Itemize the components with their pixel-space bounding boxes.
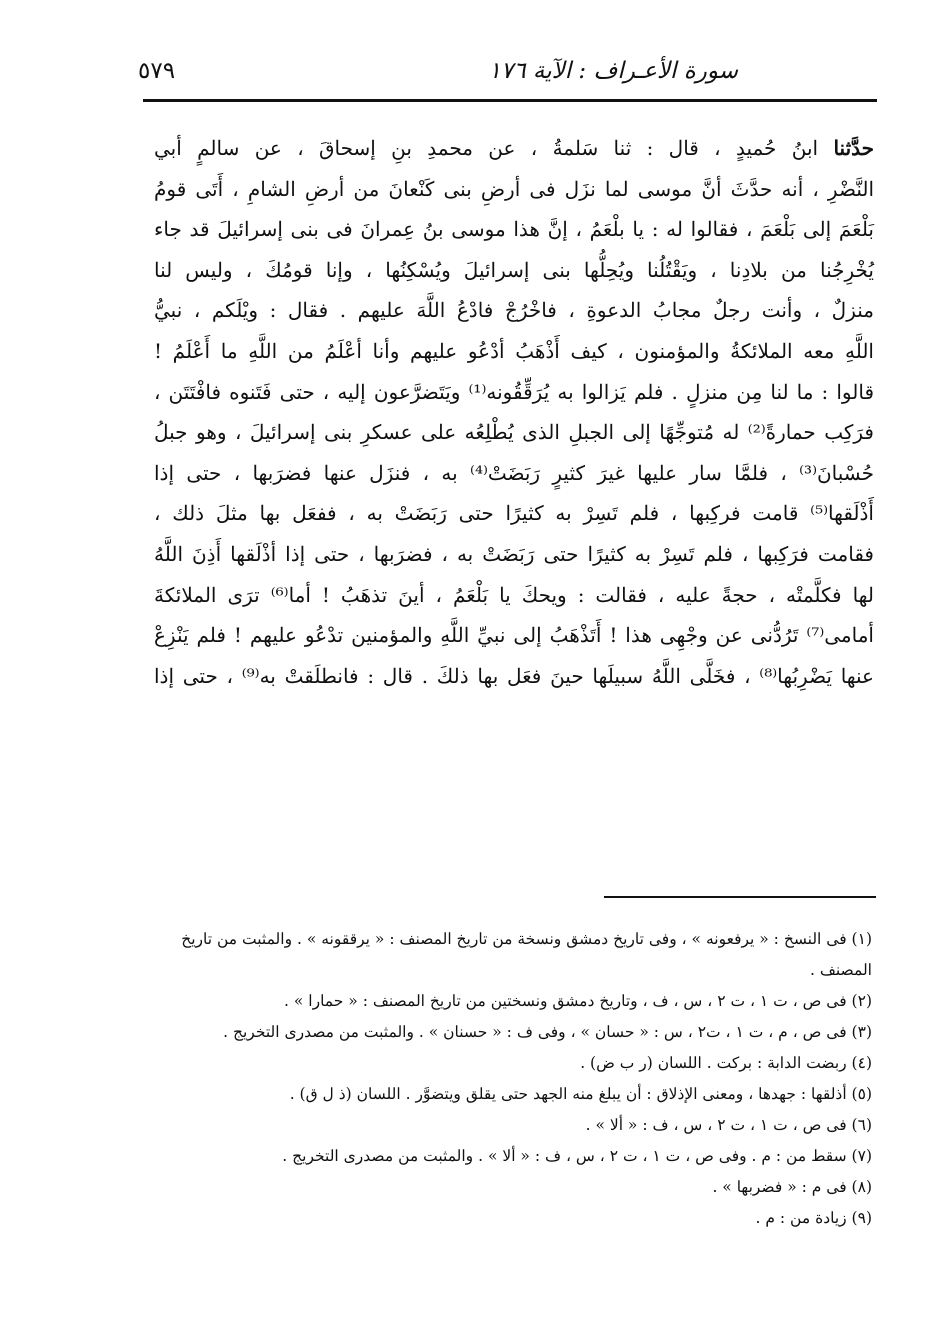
footnote: (٧) سقط من : م . وفى ص ، ت ١ ، ت ٢ ، س ، ف : « ألا » . والمثبت من مصدرى التخريج . xyxy=(282,1147,872,1165)
footnote: (١) فى النسخ : « يرفعونه » ، وفى تاريخ دمشق ونسخة من تاريخ المصنف : « يرققونه » . والمثبت من تاريخ المصنف . xyxy=(181,930,872,979)
text-line-content: ابنُ حُميدٍ ، قال : ثنا سَلمةُ ، عن محمدِ بنِ إسحاقَ ، عن سالمٍ أبي xyxy=(154,136,834,160)
text-line: بَلْعَمَ إلى بَلْعَمَ ، فقالوا له : يا بلْعَمُ ، إنَّ هذا موسى بنُ عِمرانَ فى بنى إسرائيلَ قد جاء xyxy=(154,217,874,242)
text-line: يُخْرِجُنا من بلادِنا ، ويَقْتُلُنا ويُحِلُّها بنى إسرائيلَ ويُسْكِنُها ، وإنا قومُكَ ، وليس لنا xyxy=(154,257,874,282)
text-line: حُسْبانَ⁽³⁾ ، فلمَّا سار عليها غيرَ كثيرٍ رَبَضَتْ⁽⁴⁾ به ، فنزَل عنها فضرَبها ، حتى إذا xyxy=(154,460,874,485)
lead-word: حدَّثنا xyxy=(833,136,874,160)
text-line: لها فكلَّمتْه ، حجةً عليه ، فقالت : ويحكَ يا بَلْعَمُ ، أينَ تذهَبُ ! أما⁽⁶⁾ ترَى الملائكةَ xyxy=(154,582,874,607)
text-line: قالوا : ما لنا مِن منزلٍ . فلم يَزالوا به يُرَقِّقُونه⁽¹⁾ ويَتَضرَّعون إليه ، حتى فَتَنوه فافْتَتَن ، xyxy=(154,379,875,404)
footnote: (٢) فى ص ، ت ١ ، ت ٢ ، س ، ف ، وتاريخ دمشق ونسختين من تاريخ المصنف : « حمارا » . xyxy=(284,992,872,1010)
text-line: فرَكِب حمارةً⁽²⁾ له مُتوجِّهًا إلى الجبلِ الذى يُطْلِعُه على عسكرِ بنى إسرائيلَ ، وهو جبلُ xyxy=(154,420,874,445)
text-line: عنها يَضْرِبُها⁽⁸⁾ ، فخَلَّى اللَّهُ سبيلَها حينَ فعَل بها ذلكَ . قال : فانطلَقتْ به⁽⁹⁾ ، حتى إذا xyxy=(154,663,874,688)
footnote: (٩) زيادة من : م . xyxy=(755,1209,872,1227)
footnotes xyxy=(154,924,872,1234)
text-line: النَّضْرِ ، أنه حدَّثَ أنَّ موسى لما نزَل فى أرضِ بنى كَنْعانَ من أرضِ الشامِ ، أَتَى قومُ xyxy=(154,176,874,201)
footnote: (٥) أذلقها : جهدها ، ومعنى الإذلاق : أن يبلغ منه الجهد حتى يقلق ويتضوَّر . اللسان (ذ ل ق) . xyxy=(289,1085,872,1103)
footnote: (٨) فى م : « فضربها » . xyxy=(712,1178,872,1196)
footnote: (٤) ربضت الدابة : بركت . اللسان (ر ب ض) . xyxy=(580,1054,872,1072)
footnote: (٦) فى ص ، ت ١ ، ت ٢ ، س ، ف : « ألا » . xyxy=(585,1116,872,1134)
text-line: أمامى⁽⁷⁾ تَرُدُّنى عن وجْهِى هذا ! أَتَذْهَبُ إلى نبيِّ اللَّهِ والمؤمنين تدْعُو عليهم ! فلم يَنْزِعْ xyxy=(154,623,874,648)
text-line: فقامت فرَكِبها ، فلم تَسِرْ به كثيرًا حتى رَبَضَتْ به ، فضرَبها ، حتى إذا أذْلَقها أَذِنَ اللَّهُ xyxy=(154,541,874,566)
header-rule xyxy=(143,99,877,102)
main-text xyxy=(154,128,874,696)
footnote: (٣) فى ص ، م ، ت ١ ، ت٢ ، س : « حسان » ، وفى ف : « حسنان » . والمثبت من مصدرى التخريج . xyxy=(223,1023,872,1041)
footnote-separator xyxy=(604,896,876,898)
text-line: منزلٌ ، وأنت رجلٌ مجابُ الدعوةِ ، فاخْرُجْ فادْعُ اللَّهَ عليهم . فقال : ويْلَكم ، نبيُّ xyxy=(154,298,874,323)
text-line: اللَّهِ معه الملائكةُ والمؤمنون ، كيف أَذْهَبُ أدْعُو عليهم وأنا أعْلَمُ من اللَّهِ ما أَعْلَمُ ! xyxy=(154,338,874,363)
surah-verse-title: سورة الأعـراف : الآية ١٧٦ xyxy=(488,58,738,84)
text-line: أَذْلَقها⁽⁵⁾ قامت فركِبها ، فلم تَسِرْ به كثيرًا حتى رَبَضَتْ به ، ففعَل بها مثلَ ذلك ، xyxy=(154,501,874,526)
page-header xyxy=(138,56,878,96)
page-number: ٥٧٩ xyxy=(138,58,176,84)
text-line xyxy=(154,128,874,169)
